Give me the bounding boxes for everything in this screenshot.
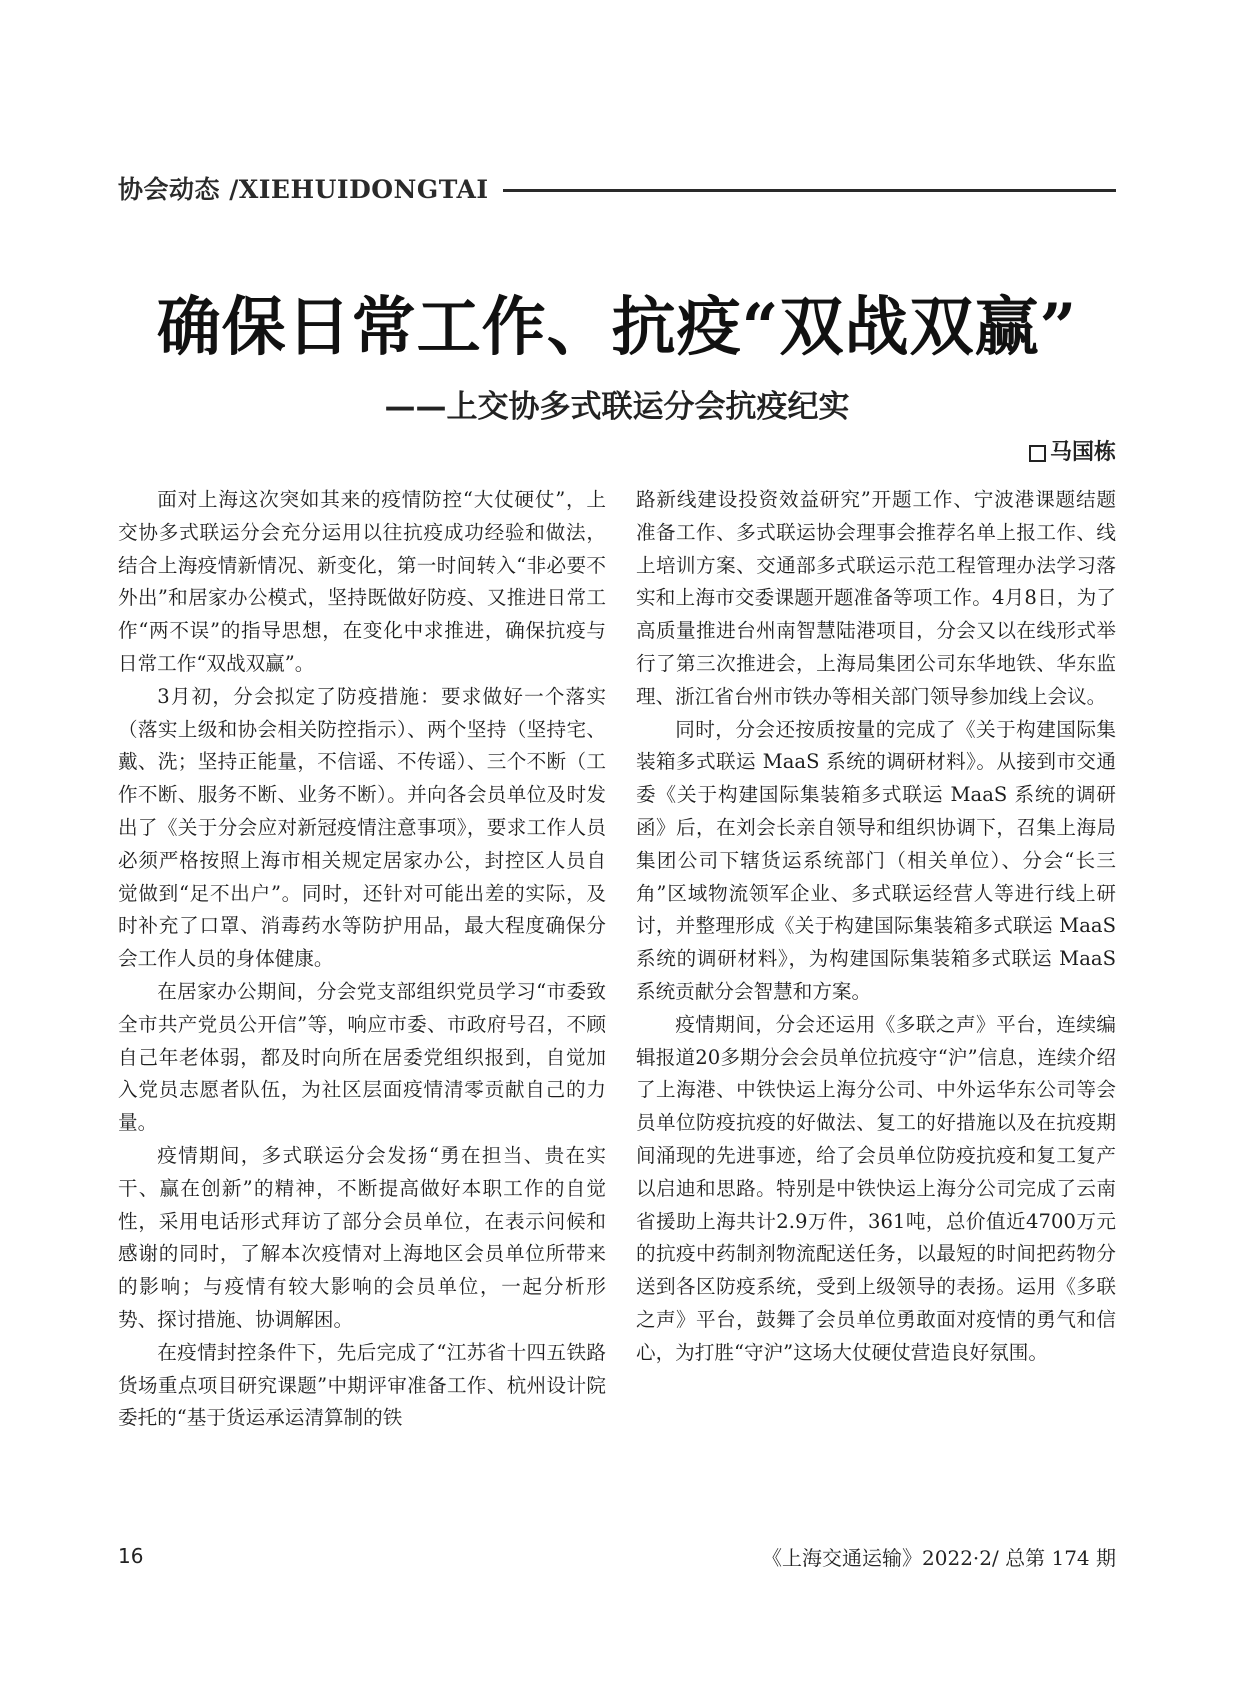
author-name: 马国栋 [1049,440,1116,465]
header-rule [503,189,1116,192]
journal-citation: 《上海交通运输》2022·2/ 总第 174 期 [762,1546,1116,1570]
article-title: 确保日常工作、抗疫“双战双赢” [156,290,1078,365]
paragraph: 面对上海这次突如其来的疫情防控“大仗硬仗”，上交协多式联运分会充分运用以往抗疫成功经验和做法，结合上海疫情新情况、新变化，第一时间转入“非必要不外出”和居家办公模式，坚持既做好防疫、又推进日常工作“两不误”的指导思想，在变化中求推进，确保抗疫与日常工作“双战双赢”。 [118,488,606,675]
paragraph-continued: 路新线建设投资效益研究”开题工作、宁波港课题结题准备工作、多式联运协会理事会推荐名单上报工作、线上培训方案、交通部多式联运示范工程管理办法学习落实和上海市交委课题开题准备等项工作。4月8日，为了高质量推进台州南智慧陆港项目，分会又以在线形式举行了第三次推进会，上海局集团公司东华地铁、华东监理、浙江省台州市铁办等相关部门领导参加线上会议。 [636,488,1116,708]
page-number: 16 [118,1544,144,1568]
section-header [118,168,1116,208]
paragraph: 3月初，分会拟定了防疫措施：要求做好一个落实（落实上级和协会相关防控指示）、两个坚持（坚持宅、戴、洗；坚持正能量，不信谣、不传谣）、三个不断（工作不断、服务不断、业务不断）。并向各会员单位及时发出了《关于分会应对新冠疫情注意事项》，要求工作人员必须严格按照上海市相关规定居家办公，封控区人员自觉做到“足不出户”。同时，还针对可能出差的实际，及时补充了口罩、消毒药水等防护用品，最大程度确保分会工作人员的身体健康。 [118,684,606,971]
author-box-icon [1029,445,1046,462]
left-column [118,484,606,1435]
paragraph: 疫情期间，多式联运分会发扬“勇在担当、贵在实干、赢在创新”的精神，不断提高做好本职工作的自觉性，采用电话形式拜访了部分会员单位，在表示问候和感谢的同时，了解本次疫情对上海地区会员单位所带来的影响；与疫情有较大影响的会员单位，一起分析形势、探讨措施、协调解困。 [118,1143,606,1331]
article-subtitle: ——上交协多式联运分会抗疫纪实 [384,389,850,425]
section-label: 协会动态 /XIEHUIDONGTAI [118,175,489,204]
paragraph: 疫情期间，分会还运用《多联之声》平台，连续编辑报道20多期分会会员单位抗疫守“沪”信息，连续介绍了上海港、中铁快运上海分公司、中外运华东公司等会员单位防疫抗疫的好做法、复工的好措施以及在抗疫期间涌现的先进事迹，给了会员单位防疫抗疫和复工复产以启迪和思路。特别是中铁快运上海分公司完成了云南省援助上海共计2.9万件，361吨，总价值近4700万元的抗疫中药制剂物流配送任务，以最短的时间把药物分送到各区防疫系统，受到上级领导的表扬。运用《多联之声》平台，鼓舞了会员单位勇敢面对疫情的勇气和信心，为打胜“守沪”这场大仗硬仗营造良好氛围。 [636,1012,1116,1364]
paragraph: 在居家办公期间，分会党支部组织党员学习“市委致全市共产党员公开信”等，响应市委、市政府号召，不顾自己年老体弱，都及时向所在居委党组织报到，自觉加入党员志愿者队伍，为社区层面疫情清零贡献自己的力量。 [118,979,606,1135]
right-column [636,484,1116,1370]
paragraph: 同时，分会还按质按量的完成了《关于构建国际集装箱多式联运 MaaS 系统的调研材料》。从接到市交通委《关于构建国际集装箱多式联运 MaaS 系统的调研函》后，在刘会长亲自领导和组织协调下，召集上海局集团公司下辖货运系统部门（相关单位）、分会“长三角”区域物流领军企业、多式联运经营人等进行线上研讨，并整理形成《关于构建国际集装箱多式联运 MaaS 系统的调研材料》，为构建国际集装箱多式联运 MaaS 系统贡献分会智慧和方案。 [636,717,1116,1003]
author-byline [1029,436,1116,470]
paragraph: 在疫情封控条件下，先后完成了“江苏省十四五铁路货场重点项目研究课题”中期评审准备工作、杭州设计院委托的“基于货运承运清算制的铁 [118,1340,606,1430]
